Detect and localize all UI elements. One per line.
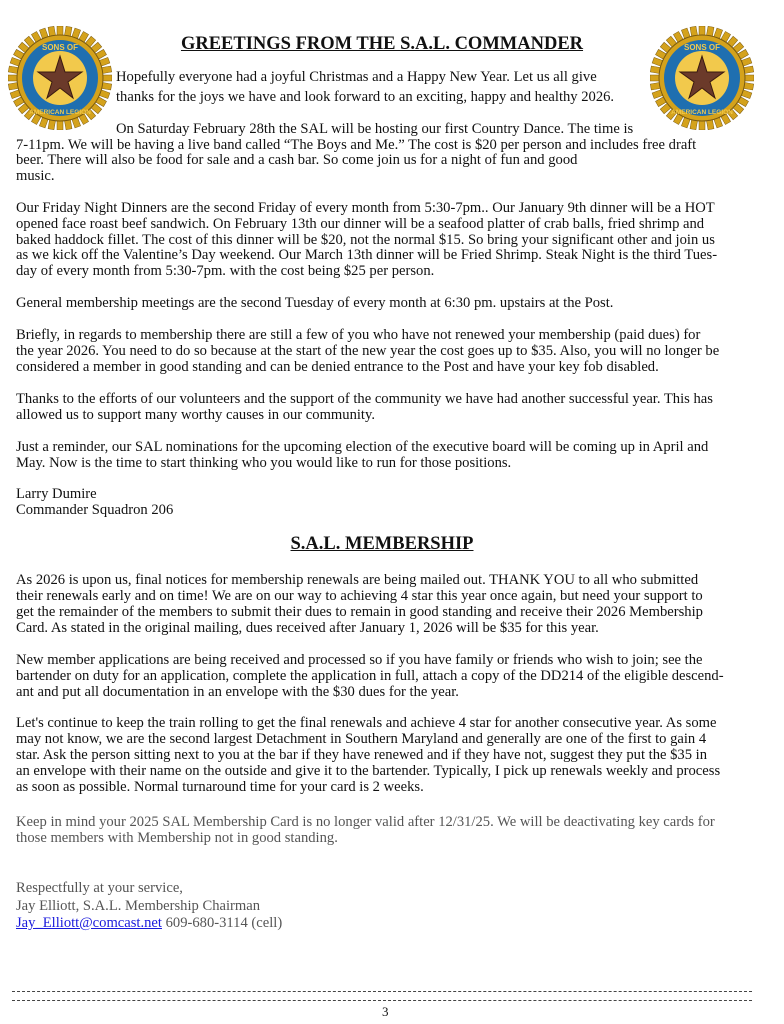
commander-paragraph-line: General membership meetings are the second Tuesday of every month at 6:30 pm. upstairs at the Post. — [16, 295, 614, 311]
membership-section-title: S.A.L. MEMBERSHIP — [290, 534, 474, 554]
divider-dashed — [12, 1000, 752, 1001]
membership-paragraph-line: Respectfully at your service, — [16, 880, 183, 896]
commander-paragraph-line: Hopefully everyone had a joyful Christmas and a Happy New Year. Let us all give — [116, 69, 597, 85]
commander-paragraph-line: Thanks to the efforts of our volunteers and the support of the community we have had another successful year. This has — [16, 391, 713, 407]
commander-paragraph-line: Briefly, in regards to membership there are still a few of you who have not renewed your membership (paid dues) for — [16, 327, 701, 343]
commander-paragraph-line: baked haddock fillet. The cost of this dinner will be $20, not the normal $15. So bring your significant other and join us — [16, 231, 715, 248]
membership-paragraph-line: New member applications are being received and processed so if you have family or friends who wish to join; see the — [16, 652, 703, 668]
commander-paragraph-line: opened face roast beef sandwich. On February 13th our dinner will be a seafood platter of crab balls, fried shrimp and — [16, 215, 705, 232]
commander-paragraph-line: music. — [16, 167, 55, 184]
legion-emblem-right-icon — [650, 26, 754, 130]
commander-paragraph-line: 7-11pm. We will be having a live band called “The Boys and Me.” The cost is $20 per person and includes free draft — [16, 136, 697, 153]
contact-line — [16, 914, 282, 932]
membership-paragraph-line: Jay Elliott, S.A.L. Membership Chairman — [16, 897, 261, 914]
commander-paragraph-line: Our Friday Night Dinners are the second Friday of every month from 5:30-7pm.. Our January 9th dinner will be a HOT — [16, 200, 715, 216]
membership-paragraph-line: as soon as possible. Normal turnaround time for your card is 2 weeks. — [16, 779, 424, 795]
phone-number: 609-680-3114 (cell) — [161, 915, 283, 931]
commander-paragraph-line: Commander Squadron 206 — [16, 502, 174, 518]
page-number: 3 — [382, 1004, 389, 1019]
membership-paragraph-line: As 2026 is upon us, final notices for membership renewals are being mailed out. THANK YOU to all who submitted — [16, 572, 699, 588]
membership-paragraph-line: their renewals early and on time! We are on our way to achieving 4 star this year once again, but need your support to — [16, 588, 703, 604]
commander-section-title: GREETINGS FROM THE S.A.L. COMMANDER — [180, 34, 584, 54]
commander-paragraph-line: beer. There will also be food for sale and a cash bar. So come join us for a night of fun and good — [16, 152, 578, 169]
svg-text:AMERICAN LEGION: AMERICAN LEGION — [29, 109, 91, 116]
svg-text:SONS OF: SONS OF — [683, 43, 721, 52]
membership-paragraph-line: get the remainder of the members to submit their dues to remain in good standing and receive their 2026 Membership — [16, 604, 703, 620]
svg-text:SONS OF: SONS OF — [41, 43, 79, 52]
membership-paragraph-line: those members with Membership not in good standing. — [16, 830, 338, 846]
membership-paragraph-line: may not know, we are the second largest Detachment in Southern Maryland and generally are one of the first to gain 4 — [16, 731, 707, 747]
membership-paragraph-line: Keep in mind your 2025 SAL Membership Card is no longer valid after 12/31/25. We will be deactivating key cards for — [16, 814, 715, 830]
commander-paragraph-line: thanks for the joys we have and look forward to an exciting, happy and healthy 2026. — [116, 89, 615, 105]
membership-paragraph-line: Let's continue to keep the train rolling to get the final renewals and achieve 4 star for another consecutive year. As some — [16, 715, 717, 731]
commander-paragraph-line: Just a reminder, our SAL nominations for the upcoming election of the executive board will be coming up in April and — [16, 439, 709, 455]
membership-paragraph-line: ant and put all documentation in an envelope with the $30 dues for the year. — [16, 684, 459, 700]
membership-paragraph-line: an envelope with their name on the outside and give it to the bartender. Typically, I pick up renewals weekly and process — [16, 763, 721, 779]
commander-paragraph-line: On Saturday February 28th the SAL will be hosting our first Country Dance. The time is — [116, 121, 634, 137]
membership-paragraph-line: bartender on duty for an application, complete the application in full, attach a copy of the DD214 of the eligible descend- — [16, 668, 724, 684]
commander-paragraph-line: day of every month from 5:30-7pm. with the cost being $25 per person. — [16, 263, 435, 280]
svg-text:AMERICAN LEGION: AMERICAN LEGION — [671, 109, 733, 116]
membership-paragraph-line: star. Ask the person sitting next to you at the bar if they have renewed and if they have not, suggest they put the $35 in — [16, 747, 708, 763]
legion-emblem-left-icon — [8, 26, 112, 130]
commander-paragraph-line: Larry Dumire — [16, 486, 97, 502]
commander-paragraph-line: May. Now is the time to start thinking who you would like to run for those positions. — [16, 455, 512, 471]
commander-paragraph-line: as we kick off the Valentine’s Day weekend. Our March 13th dinner will be Fried Shrimp. Steak Night is the third Tues- — [16, 247, 718, 264]
commander-paragraph-line: the year 2026. You need to do so because at the start of the new year the cost goes up to $35. Also, you will no longer be — [16, 343, 720, 359]
commander-paragraph-line: considered a member in good standing and can be denied entrance to the Post and have your key fob disabled. — [16, 359, 659, 375]
commander-paragraph-line: allowed us to support many worthy causes in our community. — [16, 407, 375, 423]
email-link[interactable]: Jay_Elliott@comcast.net — [16, 915, 162, 931]
membership-paragraph-line: Card. As stated in the original mailing, dues received after January 1, 2026 will be $35 for this year. — [16, 620, 599, 636]
divider-dashed — [12, 991, 752, 992]
